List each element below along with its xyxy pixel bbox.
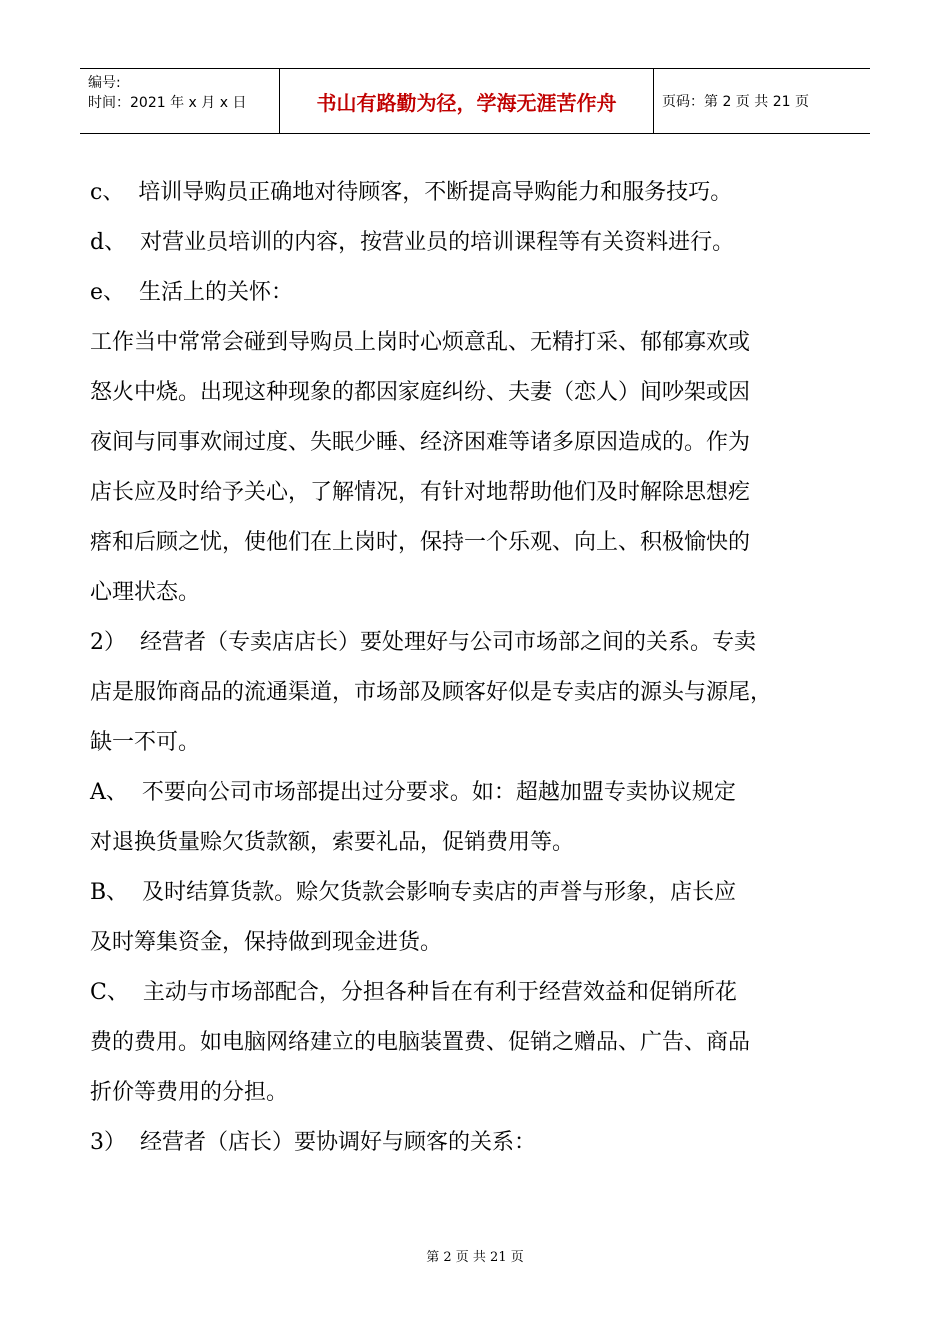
document-body (90, 168, 870, 1168)
body-line: 2） 经营者（专卖店店长）要处理好与公司市场部之间的关系。专卖 (90, 630, 756, 655)
body-line: 及时筹集资金，保持做到现金进货。 (90, 930, 443, 955)
body-line: e、 生活上的关怀： (90, 280, 294, 305)
header-page-info: 页码：第 2 页 共 21 页 (662, 94, 809, 110)
body-line: A、 不要向公司市场部提出过分要求。如：超越加盟专卖协议规定 (90, 780, 736, 805)
document-number: 编号: (88, 75, 121, 91)
header-meta (80, 69, 280, 133)
body-line: d、 对营业员培训的内容，按营业员的培训课程等有关资料进行。 (90, 230, 735, 255)
body-line: 心理状态。 (90, 580, 201, 605)
document-date: 时间：2021 年 x 月 x 日 (88, 95, 247, 111)
body-line: 折价等费用的分担。 (90, 1080, 289, 1105)
body-line: B、 及时结算货款。赊欠货款会影响专卖店的声誉与形象，店长应 (90, 880, 737, 905)
header-motto: 书山有路勤为径，学海无涯苦作舟 (280, 69, 654, 133)
body-line: c、 培训导购员正确地对待顾客，不断提高导购能力和服务技巧。 (90, 180, 733, 205)
body-line: 费的费用。如电脑网络建立的电脑装置费、促销之赠品、广告、商品 (90, 1030, 751, 1055)
body-line: 夜间与同事欢闹过度、失眠少睡、经济困难等诸多原因造成的。作为 (90, 430, 751, 455)
body-line: 瘩和后顾之忧，使他们在上岗时，保持一个乐观、向上、积极愉快的 (90, 530, 751, 555)
body-line: C、 主动与市场部配合，分担各种旨在有利于经营效益和促销所花 (90, 980, 737, 1005)
body-line: 3） 经营者（店长）要协调好与顾客的关系： (90, 1130, 536, 1155)
body-line: 怒火中烧。出现这种现象的都因家庭纠纷、夫妻（恋人）间吵架或因 (90, 380, 751, 405)
body-line: 店长应及时给予关心，了解情况，有针对地帮助他们及时解除思想疙 (90, 480, 751, 505)
header-table (80, 68, 870, 134)
page-footer: 第 2 页 共 21 页 (426, 1250, 524, 1265)
body-line: 工作当中常常会碰到导购员上岗时心烦意乱、无精打采、郁郁寡欢或 (90, 330, 751, 355)
body-line: 店是服饰商品的流通渠道，市场部及顾客好似是专卖店的源头与源尾， (90, 680, 773, 705)
body-line: 对退换货量赊欠货款额，索要礼品，促销费用等。 (90, 830, 575, 855)
body-line: 缺一不可。 (90, 730, 201, 755)
